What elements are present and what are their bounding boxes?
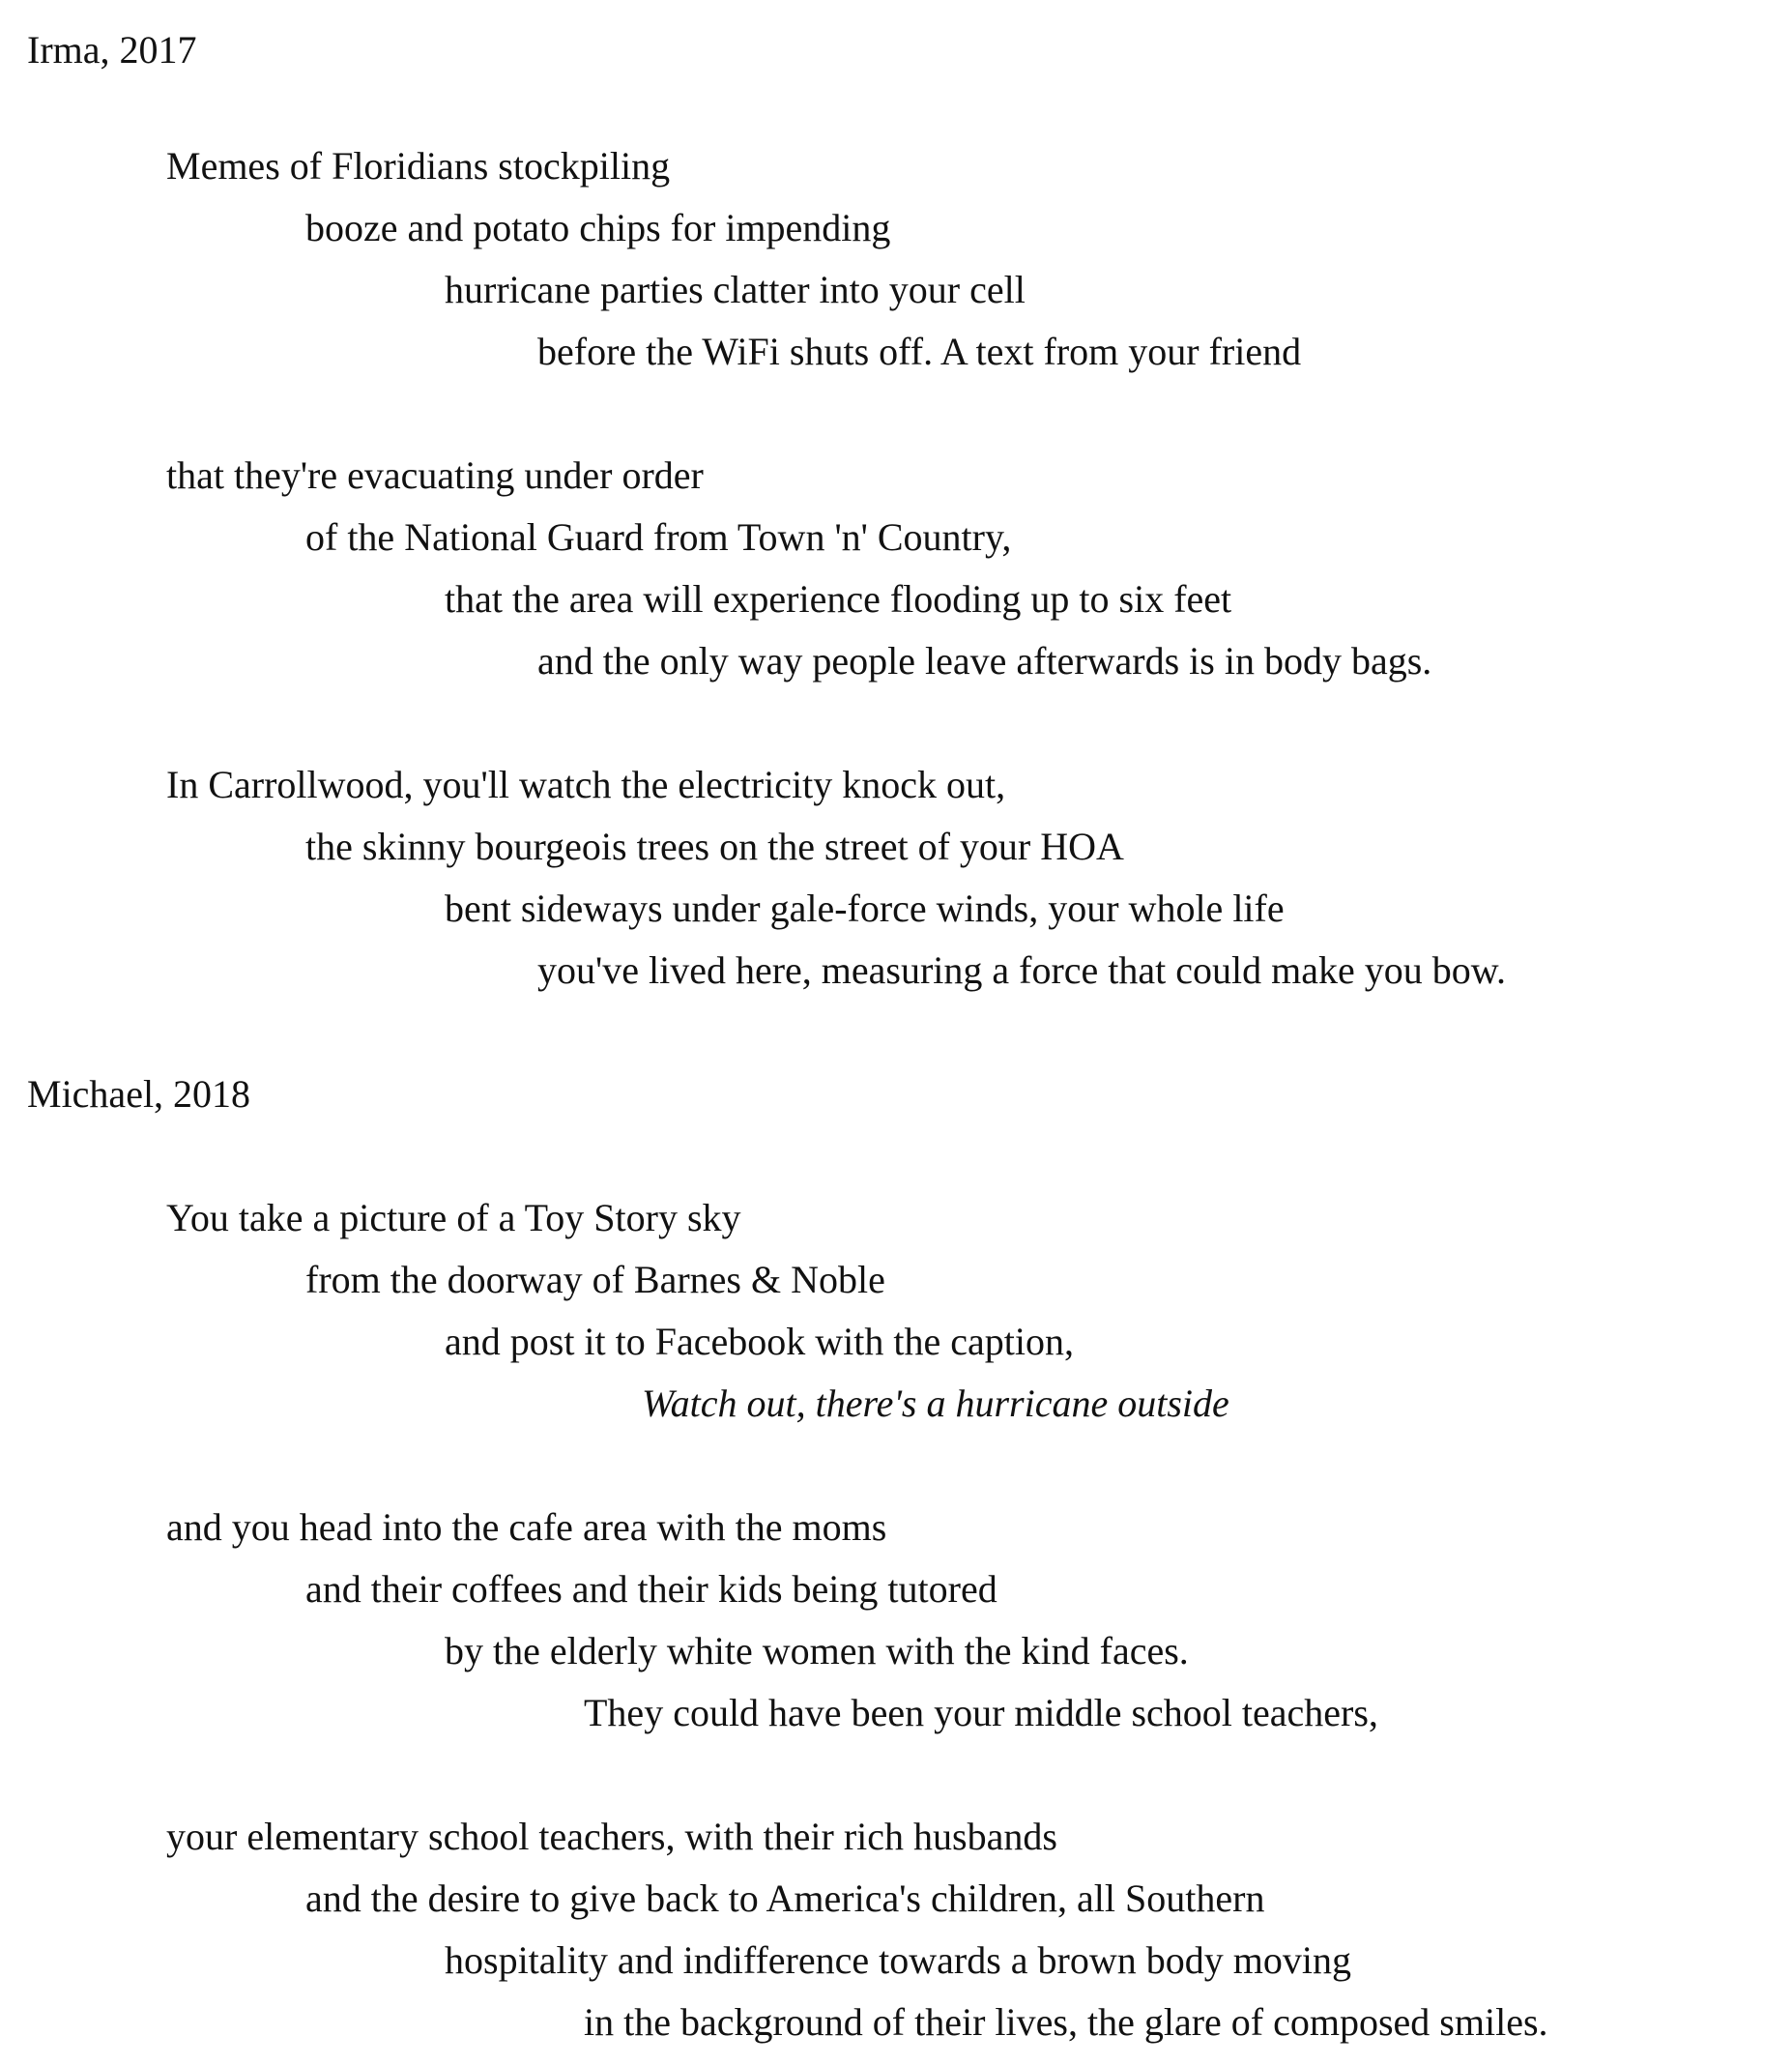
poem-line: hospitality and indifference towards a brown body moving (445, 1938, 1351, 1982)
poem-line: and post it to Facebook with the caption, (445, 1320, 1074, 1363)
poem-line: bent sideways under gale-force winds, your whole life (445, 887, 1285, 930)
poem-line: in the background of their lives, the glare of composed smiles. (584, 2000, 1548, 2044)
poem-line: booze and potato chips for impending (305, 206, 891, 249)
poem-line: by the elderly white women with the kind faces. (445, 1629, 1189, 1672)
poem-line: In Carrollwood, you'll watch the electricity knock out, (166, 763, 1006, 806)
poem-line: of the National Guard from Town 'n' Country, (305, 515, 1012, 559)
poem-line: and the only way people leave afterwards is in body bags. (537, 639, 1432, 683)
poem-line: you've lived here, measuring a force that could make you bow. (537, 948, 1507, 992)
poem-line: They could have been your middle school teachers, (584, 1691, 1378, 1734)
poem-line-italic-caption: Watch out, there's a hurricane outside (642, 1382, 1229, 1425)
poem-line: your elementary school teachers, with their rich husbands (166, 1815, 1057, 1858)
poem-line: before the WiFi shuts off. A text from your friend (537, 330, 1302, 373)
section-title-michael: Michael, 2018 (27, 1072, 251, 1116)
poem-line: and their coffees and their kids being tutored (305, 1567, 997, 1611)
poem-line: Memes of Floridians stockpiling (166, 144, 671, 188)
poem-line: from the doorway of Barnes & Noble (305, 1258, 885, 1301)
poem-line: that the area will experience flooding up to six feet (445, 577, 1232, 621)
poem-line: that they're evacuating under order (166, 453, 704, 497)
poem-line: and the desire to give back to America's children, all Southern (305, 1876, 1265, 1920)
section-title-irma: Irma, 2017 (27, 28, 197, 72)
poem-line: hurricane parties clatter into your cell (445, 268, 1026, 311)
poem-line: You take a picture of a Toy Story sky (166, 1196, 741, 1239)
poem-line: and you head into the cafe area with the moms (166, 1505, 887, 1549)
poem-line: the skinny bourgeois trees on the street of your HOA (305, 825, 1124, 868)
